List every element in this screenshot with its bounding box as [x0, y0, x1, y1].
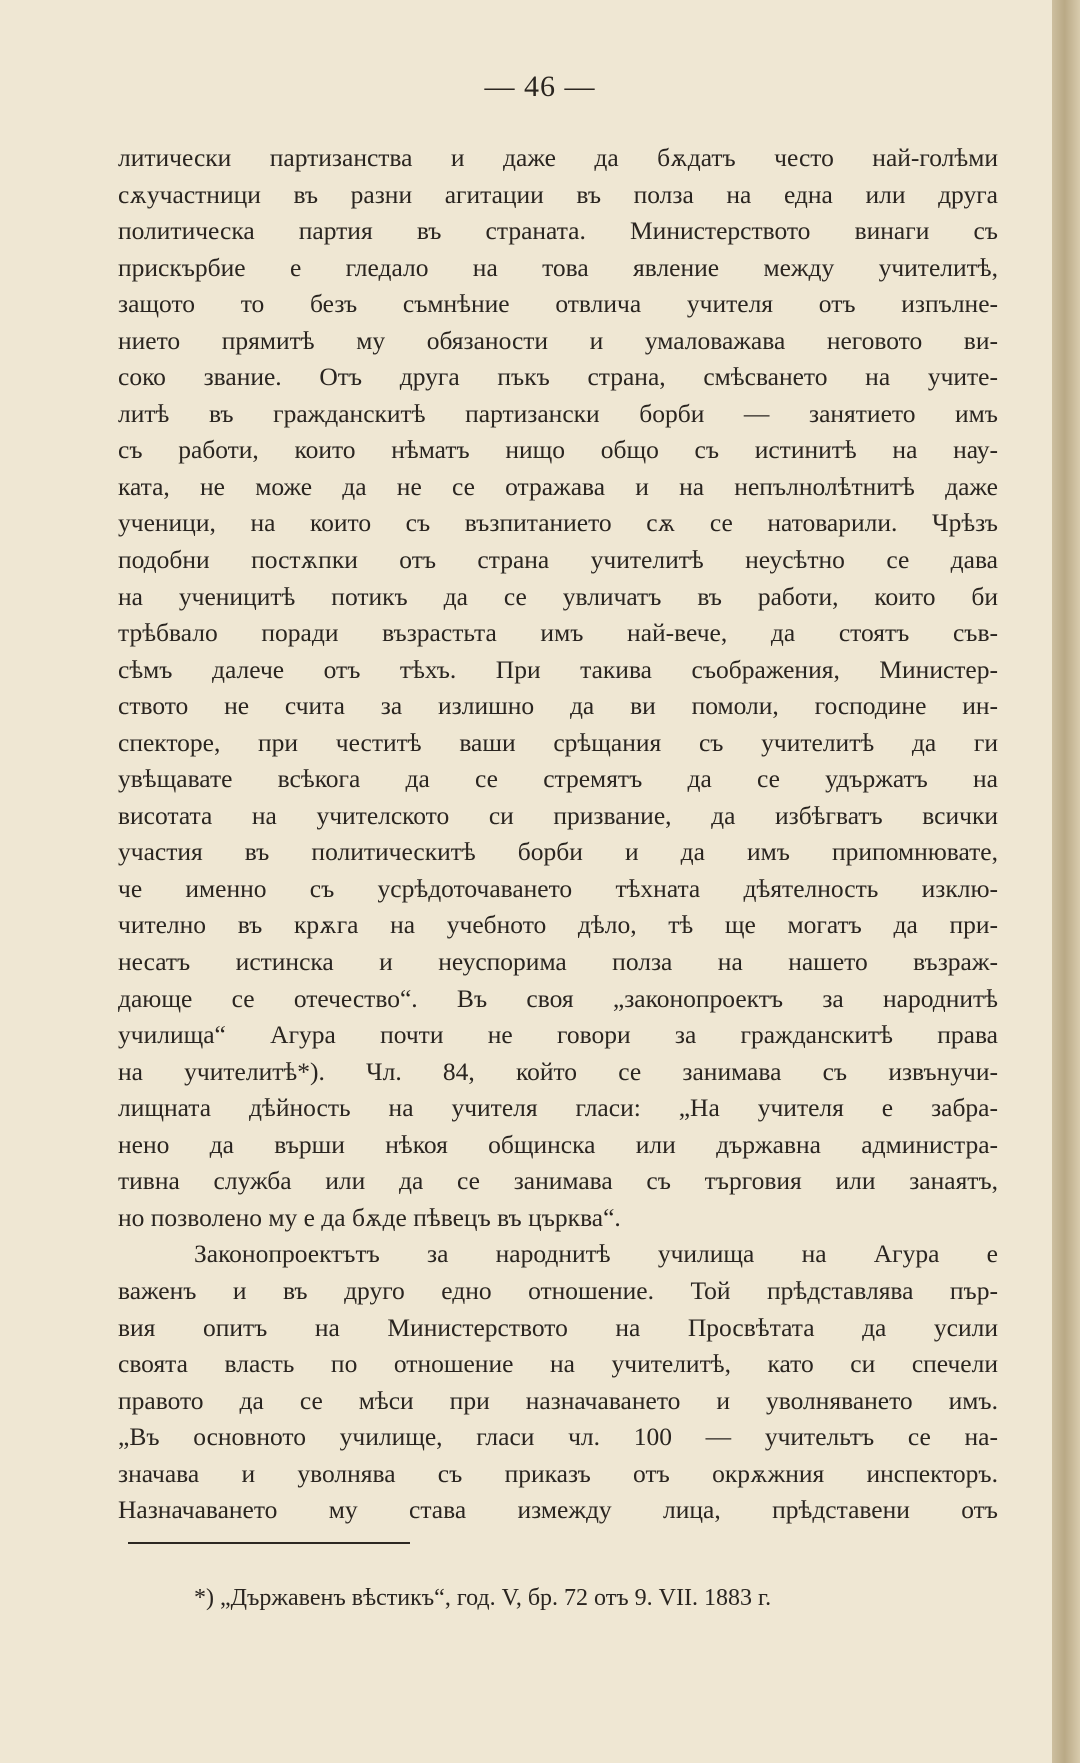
text-line: дающе се отечество“. Въ своя „законопроектъ за народнитѣ: [118, 983, 998, 1013]
text-line: висотата на учителското си призвание, да избѣгватъ всички: [118, 800, 998, 830]
page-number: — 46 —: [484, 70, 596, 103]
text-line: сѫучастници въ разни агитации въ полза на една или друга: [118, 179, 998, 209]
text-line: подобни постѫпки отъ страна учителитѣ неусѣтно се дава: [118, 545, 998, 575]
text-line: тивна служба или да се занимава съ търговия или занаятъ,: [118, 1166, 998, 1196]
text-line: нено да върши нѣкоя общинска или държавна администра-: [118, 1129, 998, 1159]
text-line: но позволено му е да бѫде пѣвецъ въ църква“.: [118, 1202, 621, 1232]
text-line: правото да се мѣси при назначаването и уволняването имъ.: [118, 1385, 998, 1415]
text-line: вия опитъ на Министерството на Просвѣтата да усили: [118, 1312, 998, 1342]
text-line: важенъ и въ друго едно отношение. Той прѣдставлява пър-: [118, 1275, 998, 1305]
footnote: *) „Държавенъ вѣстикъ“, год. V, бр. 72 отъ 9. VII. 1883 г.: [194, 1585, 772, 1611]
text-line: на учителитѣ*). Чл. 84, който се занимава съ извънучи-: [118, 1056, 998, 1086]
body-text: [118, 140, 998, 1529]
text-line: съ работи, които нѣматъ нищо общо съ истинитѣ на нау-: [118, 435, 998, 465]
text-line: спекторе, при честитѣ ваши срѣщания съ учителитѣ да ги: [118, 727, 998, 757]
text-line: своята власть по отношение на учителитѣ, като си спечели: [118, 1349, 998, 1379]
text-line: чително въ крѫга на учебното дѣло, тѣ ще могатъ да при-: [118, 910, 998, 940]
text-line: несатъ истинска и неуспорима полза на нашето възраж-: [118, 947, 998, 977]
text-line: „Въ основното училище, гласи чл. 100 — учительтъ се на-: [118, 1422, 998, 1452]
page-edge: [1052, 0, 1080, 1763]
footnote-rule: [128, 1542, 410, 1544]
text-line: ството не счита за излишно да ви помоли, господине ин-: [118, 691, 998, 721]
text-line: че именно съ усрѣдоточаването тѣхната дѣятелность изклю-: [118, 873, 998, 903]
text-line: увѣщавате всѣкога да се стремятъ да се удържатъ на: [118, 764, 998, 794]
text-line: ученици, на които съ възпитанието сѫ се натоварили. Чрѣзъ: [118, 508, 998, 538]
text-line: сѣмъ далече отъ тѣхъ. При такива съображения, Министер-: [118, 654, 998, 684]
text-line: прискърбие е гледало на това явление между учителитѣ,: [118, 252, 998, 282]
text-line: трѣбвало поради възрастьта имъ най-вече, да стоятъ съв-: [118, 618, 998, 648]
text-line: ката, не може да не се отражава и на непълнолѣтнитѣ даже: [118, 471, 998, 501]
text-line: политическа партия въ страната. Министерството винаги съ: [118, 216, 998, 246]
text-line: Законопроектътъ за народнитѣ училища на Агура е: [194, 1239, 998, 1269]
text-line: соко звание. Отъ друга пъкъ страна, смѣсването на учите-: [118, 362, 998, 392]
text-line: значава и уволнява съ приказъ отъ окрѫжния инспекторъ.: [118, 1458, 998, 1488]
text-line: литически партизанства и даже да бѫдатъ често най-голѣми: [118, 143, 998, 172]
text-line: защото то безъ съмнѣние отвлича учителя отъ изпълне-: [118, 289, 998, 319]
text-line: нието прямитѣ му обязаности и умаловажава неговото ви-: [118, 325, 998, 355]
text-line: участия въ политическитѣ борби и да имъ припомнювате,: [118, 837, 998, 867]
text-line: училища“ Агура почти не говори за гражданскитѣ права: [118, 1020, 998, 1050]
text-line: лищната дѣйность на учителя гласи: „На учителя е забра-: [118, 1093, 998, 1123]
text-line: Назначаването му става измежду лица, прѣдставени отъ: [118, 1495, 998, 1525]
text-line: литѣ въ гражданскитѣ партизански борби — занятието имъ: [118, 398, 998, 428]
text-line: на ученицитѣ потикъ да се увличатъ въ работи, които би: [118, 581, 998, 611]
